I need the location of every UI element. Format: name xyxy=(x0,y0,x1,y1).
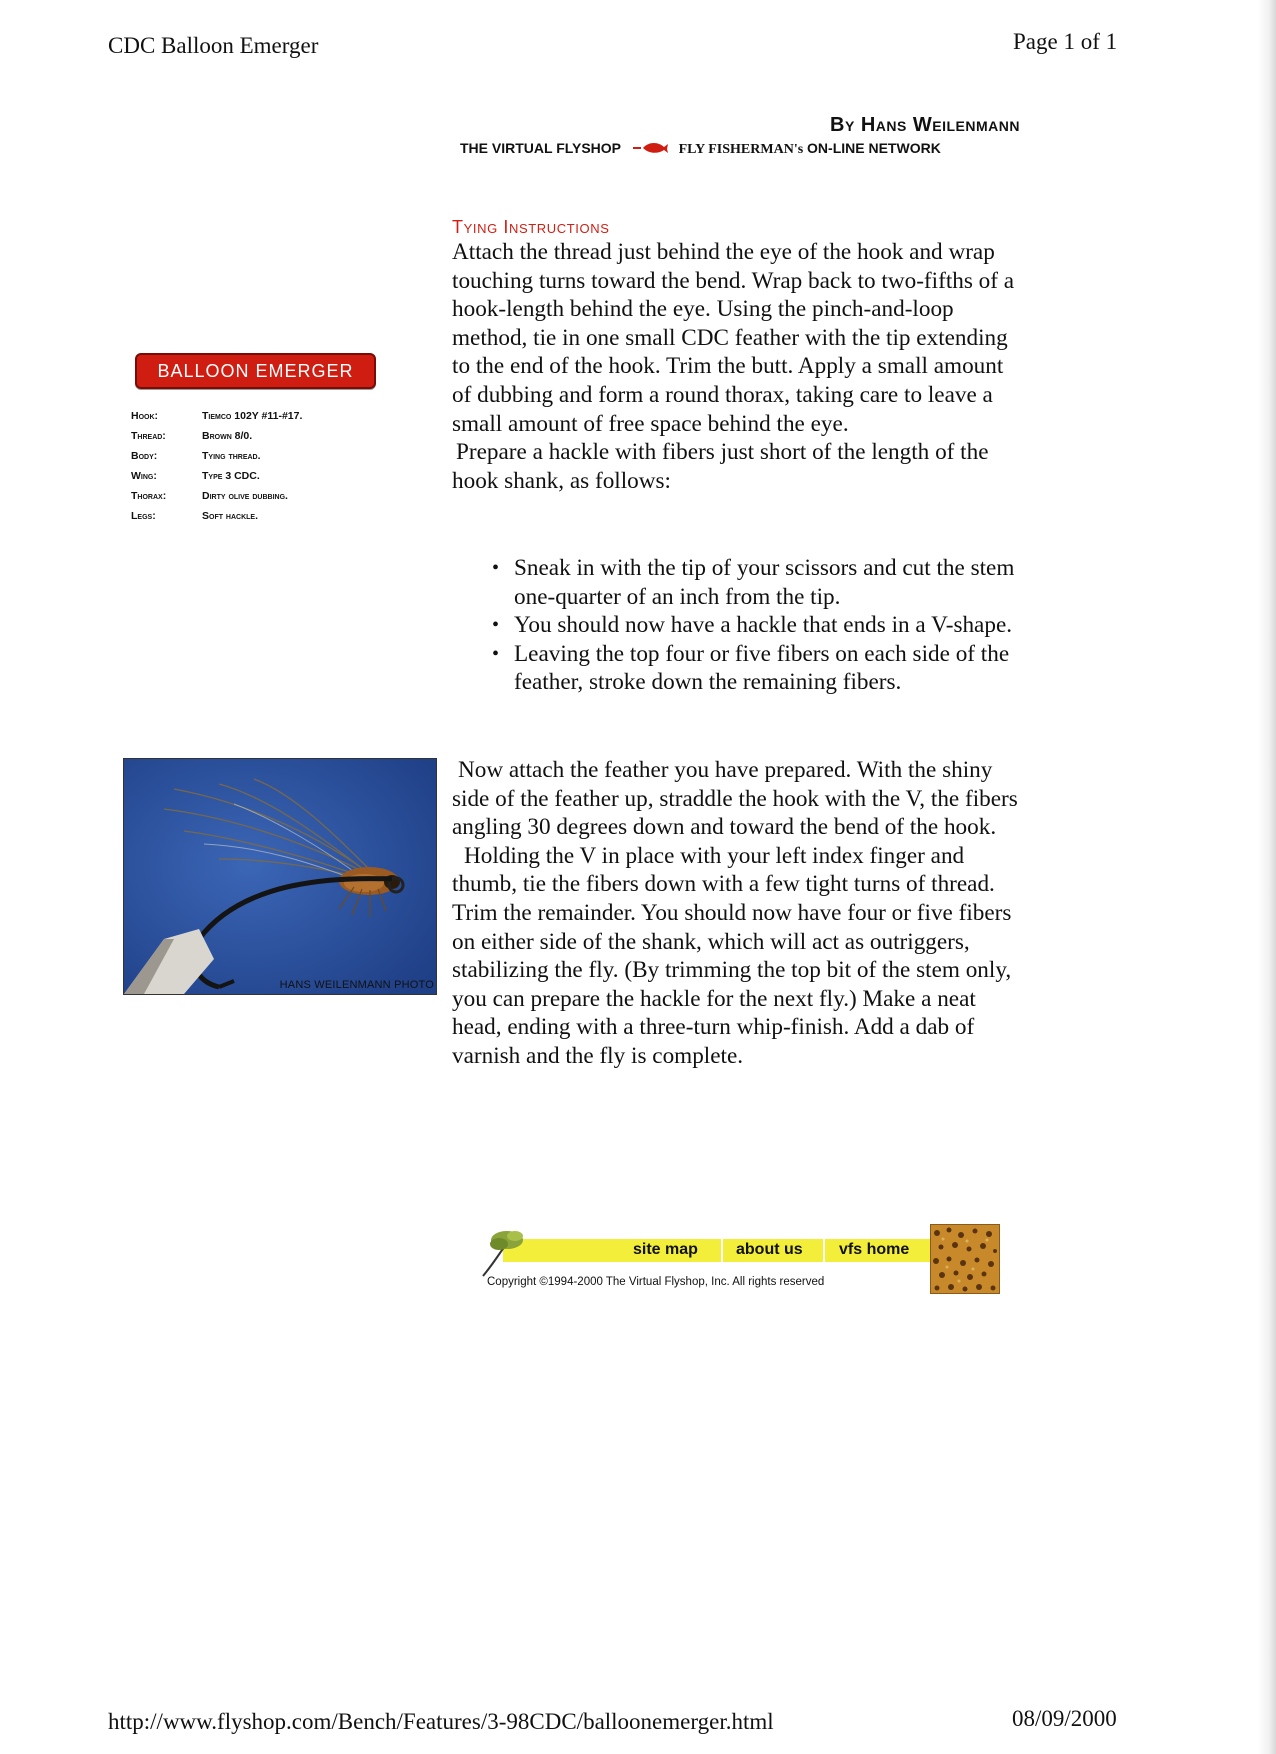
vfs-home-link[interactable]: vfs home xyxy=(839,1241,910,1258)
recipe-list xyxy=(131,406,302,526)
recipe-value: Type 3 CDC. xyxy=(202,470,260,482)
recipe-label: Thread: xyxy=(131,430,166,442)
recipe-row-wing xyxy=(131,466,302,486)
print-date: 08/09/2000 xyxy=(1012,1706,1117,1731)
recipe-value: Tying thread. xyxy=(202,450,261,462)
network-name: FLY FISHERMAN's xyxy=(678,142,804,157)
fish-icon xyxy=(631,141,669,158)
scan-edge-shadow xyxy=(1258,0,1276,1754)
trout-skin-icon[interactable] xyxy=(930,1224,1000,1294)
paragraph: Attach the thread just behind the eye of the hook and wrap touching turns toward the bend. Wrap back to two-fifths of a hook-length behind the eye. Using the pinch-and-loop method, tie in one small CDC feather with the tip extending to the end of the hook. Trim the butt. Apply a small amount of dubbing and form a round thorax, taking care to leave a small amount of free space behind the eye. xyxy=(452,239,1015,437)
list-item: • Leaving the top four or five fibers on each side of the feather, stroke down the remaining fibers. xyxy=(514,640,1022,697)
recipe-value: Dirty olive dubbing. xyxy=(202,490,288,502)
site-map-link[interactable]: site map xyxy=(633,1241,698,1258)
document-title: CDC Balloon Emerger xyxy=(108,33,319,58)
network-line xyxy=(460,140,1020,158)
list-item: • Sneak in with the tip of your scissors and cut the stem one-quarter of an inch from the tip. xyxy=(514,554,1022,611)
hackle-steps xyxy=(452,554,1022,697)
nav-divider xyxy=(721,1239,723,1262)
section-heading: Tying Instructions xyxy=(452,217,610,237)
author-name: By Hans Weilenmann xyxy=(830,114,1020,136)
site-navigation xyxy=(475,1224,1000,1290)
recipe-label: Legs: xyxy=(131,510,156,522)
paragraph: Now attach the feather you have prepared. With the shiny side of the feather up, straddle the hook with the V, the fibers angling 30 degrees down and toward the bend of the hook. xyxy=(452,757,1018,841)
instructions-bottom xyxy=(452,756,1022,1071)
recipe-label: Hook: xyxy=(131,410,159,422)
page-number: Page 1 of 1 xyxy=(1013,29,1118,54)
recipe-row-legs xyxy=(131,506,302,526)
recipe-label: Body: xyxy=(131,450,158,462)
recipe-row-hook xyxy=(131,406,302,426)
about-us-link[interactable]: about us xyxy=(736,1241,803,1258)
copyright-notice: Copyright ©1994-2000 The Virtual Flyshop, Inc. All rights reserved xyxy=(487,1276,825,1288)
instructions-top xyxy=(452,238,1022,495)
byline xyxy=(460,114,1020,158)
list-item: • You should now have a hackle that ends in a V-shape. xyxy=(514,611,1022,640)
page-url: http://www.flyshop.com/Bench/Features/3-98CDC/balloonemerger.html xyxy=(108,1709,774,1734)
recipe-title-badge: BALLOON EMERGER xyxy=(135,353,376,389)
recipe-row-body xyxy=(131,446,302,466)
recipe-value: Soft hackle. xyxy=(202,510,258,522)
paragraph: Holding the V in place with your left index finger and thumb, tie the fibers down with a few tight turns of thread. Trim the remainder. You should now have four or five fibers on either side of the shank, which will act as outriggers, stabilizing the fly. (By trimming the top bit of the stem only, you can prepare the hackle for the next fly.) Make a neat head, ending with a three-turn whip-finish. Add a dab of varnish and the fly is complete. xyxy=(452,842,1012,1069)
fly-photo xyxy=(123,758,437,995)
site-name: THE VIRTUAL FLYSHOP xyxy=(460,140,621,156)
recipe-value: Tiemco 102Y #11-#17. xyxy=(202,410,303,422)
recipe-label: Thorax: xyxy=(131,490,167,502)
recipe-row-thread xyxy=(131,426,302,446)
recipe-row-thorax xyxy=(131,486,302,506)
recipe-value: Brown 8/0. xyxy=(202,430,253,442)
paragraph: Prepare a hackle with fibers just short of the length of the hook shank, as follows: xyxy=(452,439,989,494)
nav-divider xyxy=(823,1239,825,1262)
photo-credit: HANS WEILENMANN PHOTO xyxy=(279,979,434,991)
network-suffix: ON-LINE NETWORK xyxy=(807,140,941,156)
recipe-label: Wing: xyxy=(131,470,157,482)
